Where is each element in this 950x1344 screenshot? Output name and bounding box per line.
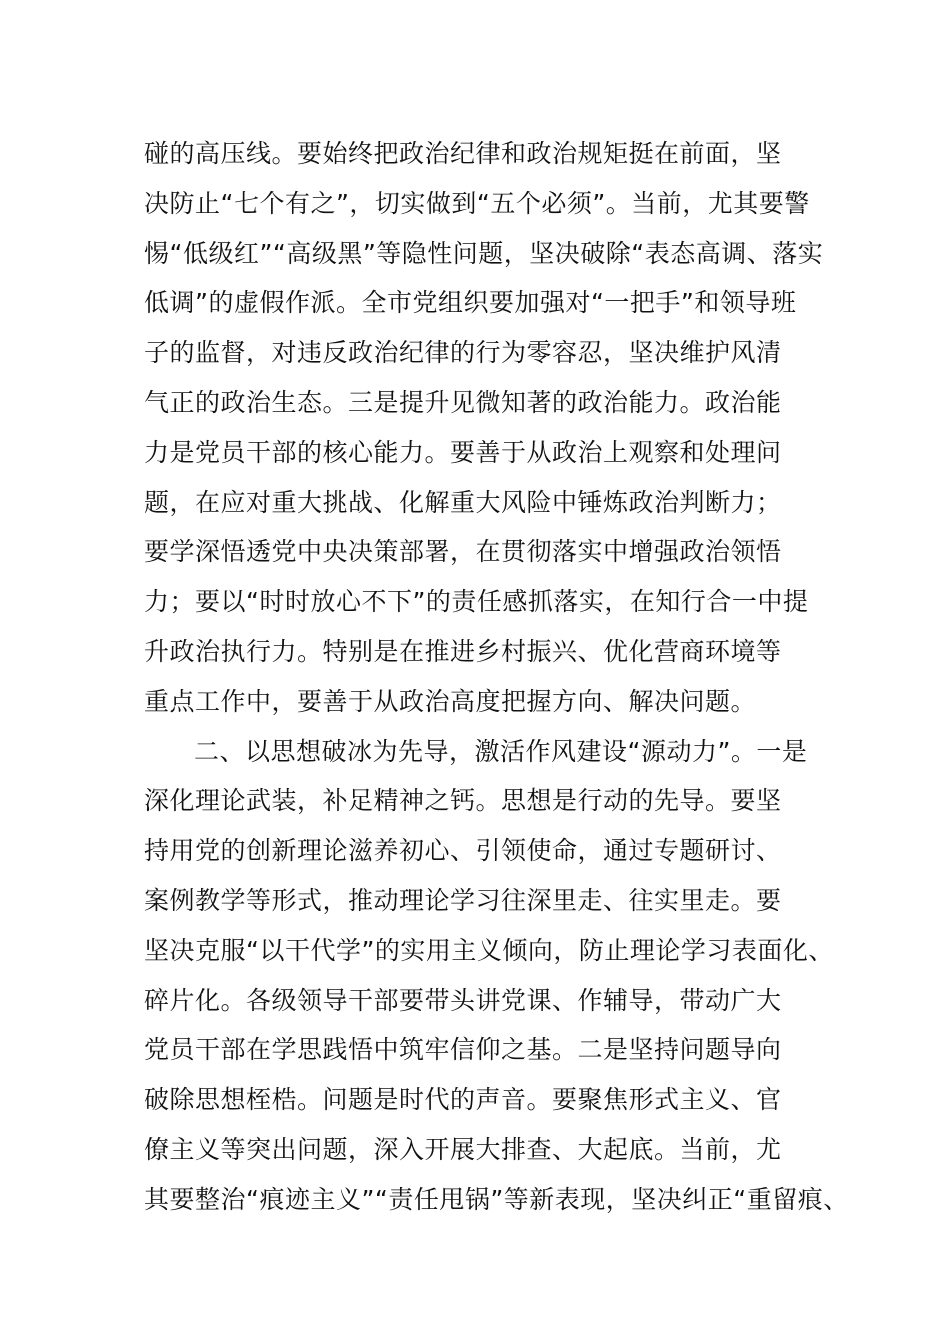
text-line-4: 低调”的虚假作派。全市党组织要加强对“一把手”和领导班 xyxy=(144,288,797,318)
text-line-18: 碎片化。各级领导干部要带头讲党课、作辅导，带动广大 xyxy=(144,985,782,1015)
text-line-16: 案例教学等形式，推动理论学习往深里走、往实里走。要 xyxy=(144,885,782,915)
text-line-22: 其要整治“痕迹主义”“责任甩锅”等新表现，坚决纠正“重留痕、 xyxy=(144,1184,849,1214)
text-line-12: 重点工作中，要善于从政治高度把握方向、解决问题。 xyxy=(144,686,757,716)
section-heading-line: 二、以思想破冰为先导，激活作风建设“源动力”。一是 xyxy=(194,736,808,766)
text-line-11: 升政治执行力。特别是在推进乡村振兴、优化营商环境等 xyxy=(144,636,782,666)
text-line-10: 力；要以“时时放心不下”的责任感抓落实，在知行合一中提 xyxy=(144,587,809,617)
text-line-1: 碰的高压线。要始终把政治纪律和政治规矩挺在前面，坚 xyxy=(144,139,782,168)
text-line-21: 僚主义等突出问题，深入开展大排查、大起底。当前，尤 xyxy=(144,1134,782,1164)
text-line-8: 题，在应对重大挑战、化解重大风险中锤炼政治判断力； xyxy=(144,487,782,517)
text-line-20: 破除思想桎梏。问题是时代的声音。要聚焦形式主义、官 xyxy=(144,1085,782,1115)
body-text xyxy=(144,129,849,1225)
text-line-3: 惕“低级红”“高级黑”等隐性问题，坚决破除“表态高调、落实 xyxy=(144,238,824,268)
text-line-19: 党员干部在学思践悟中筑牢信仰之基。二是坚持问题导向 xyxy=(144,1035,782,1065)
text-line-9: 要学深悟透党中央决策部署，在贯彻落实中增强政治领悟 xyxy=(144,537,782,567)
text-line-2: 决防止“七个有之”，切实做到“五个必须”。当前，尤其要警 xyxy=(144,188,810,218)
text-line-5: 子的监督，对违反政治纪律的行为零容忍，坚决维护风清 xyxy=(144,338,782,368)
text-line-14: 深化理论武装，补足精神之钙。思想是行动的先导。要坚 xyxy=(144,786,782,816)
text-line-15: 持用党的创新理论滋养初心、引领使命，通过专题研讨、 xyxy=(144,836,782,866)
text-line-7: 力是党员干部的核心能力。要善于从政治上观察和处理问 xyxy=(144,437,782,467)
text-line-6: 气正的政治生态。三是提升见微知著的政治能力。政治能 xyxy=(144,387,782,417)
text-line-17: 坚决克服“以干代学”的实用主义倾向，防止理论学习表面化、 xyxy=(144,935,834,965)
